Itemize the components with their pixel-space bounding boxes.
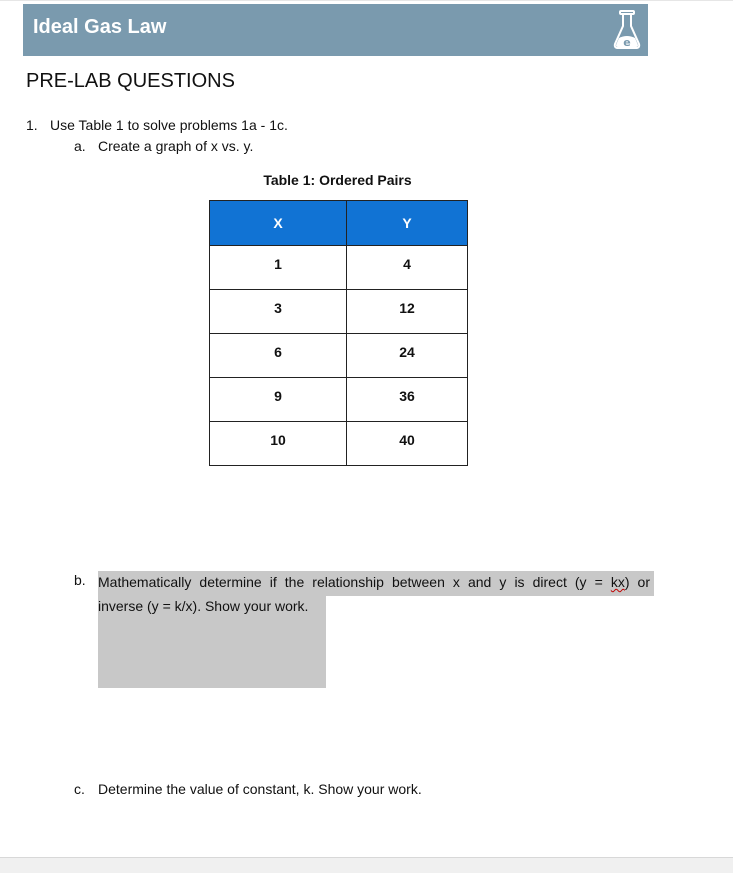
table-cell: 12	[347, 290, 468, 334]
question-text: Use Table 1 to solve problems 1a - 1c.	[50, 117, 288, 133]
question-text: Mathematically determine if the relationship between x and y is direct (y =	[98, 574, 611, 590]
question-1c	[74, 781, 422, 797]
question-text: inverse (y = k/x). Show your work.	[98, 598, 309, 614]
table-cell: 40	[347, 422, 468, 466]
spellcheck-word: kx	[610, 574, 625, 590]
question-1	[26, 117, 288, 133]
table-row	[210, 246, 468, 290]
question-letter: c.	[74, 781, 85, 797]
table-cell: 10	[210, 422, 347, 466]
svg-text:e: e	[623, 36, 631, 49]
table-cell: 24	[347, 334, 468, 378]
column-header-y: Y	[347, 201, 468, 246]
ordered-pairs-table	[209, 200, 468, 466]
question-letter: b.	[74, 572, 86, 588]
question-1b-line1[interactable]	[98, 571, 654, 596]
column-header-x: X	[210, 201, 347, 246]
table-row	[210, 378, 468, 422]
header-bar	[23, 4, 648, 56]
flask-icon	[612, 10, 642, 50]
table-row	[210, 290, 468, 334]
table-cell: 4	[347, 246, 468, 290]
table-header-row	[210, 201, 468, 246]
table-cell: 1	[210, 246, 347, 290]
page-title: Ideal Gas Law	[33, 16, 167, 38]
question-number: 1.	[26, 117, 38, 133]
question-text: ) or	[624, 574, 651, 590]
question-text: Determine the value of constant, k. Show your work.	[98, 781, 422, 797]
table-cell: 3	[210, 290, 347, 334]
section-title: PRE-LAB QUESTIONS	[26, 70, 235, 92]
question-letter: a.	[74, 138, 86, 154]
question-1a	[74, 138, 253, 154]
table-row	[210, 422, 468, 466]
window-bottom-bar	[0, 857, 733, 873]
question-text: Create a graph of x vs. y.	[98, 138, 254, 154]
table-cell: 36	[347, 378, 468, 422]
top-rule	[0, 0, 733, 1]
question-1b-answer-area[interactable]	[98, 596, 326, 688]
table-row	[210, 334, 468, 378]
table-cell: 9	[210, 378, 347, 422]
table-caption: Table 1: Ordered Pairs	[263, 172, 412, 188]
table-cell: 6	[210, 334, 347, 378]
